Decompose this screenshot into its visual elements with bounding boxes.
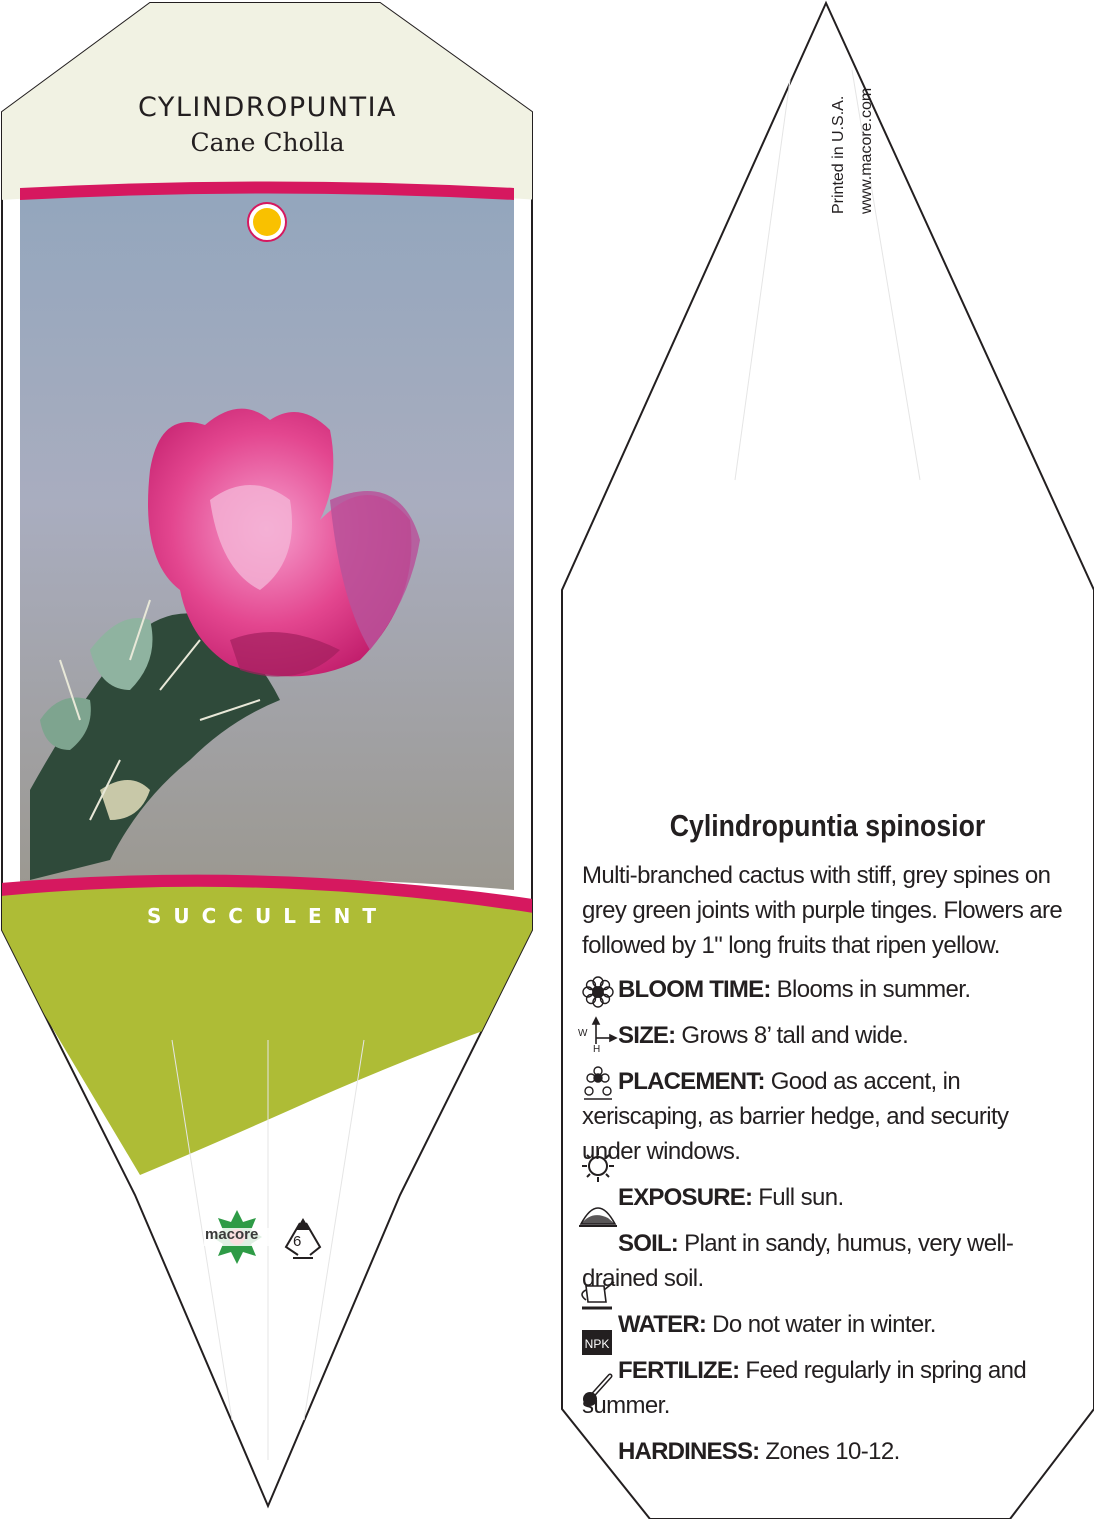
attr-value: Feed regularly in spring and summer.: [582, 1357, 1027, 1419]
attr-value: Do not water in winter.: [706, 1311, 936, 1338]
description: Multi-branched cactus with stiff, grey spines on grey green joints with purple tinges. Flowers are followed by 1" long fruits that ripen yellow.: [582, 862, 1063, 959]
attr-label: BLOOM TIME:: [618, 976, 771, 1003]
attr-exposure: [582, 1180, 1072, 1215]
attr-soil: [582, 1226, 1072, 1296]
plant-photo: [20, 190, 514, 890]
attr-placement: [582, 1064, 1072, 1169]
attr-label: WATER:: [618, 1311, 707, 1338]
attr-label: SOIL:: [618, 1230, 678, 1257]
attr-size: [582, 1018, 1072, 1053]
printer-info: [825, 14, 881, 214]
size-w-label: W: [578, 1028, 588, 1039]
attr-value: Plant in sandy, humus, very well-drained soil.: [582, 1230, 1014, 1292]
attr-value: Grows 8’ tall and wide.: [675, 1022, 909, 1049]
website-label: www.macore.com: [858, 87, 875, 214]
attr-label: SIZE:: [618, 1022, 676, 1049]
attr-label: PLACEMENT:: [618, 1068, 765, 1095]
printed-in-label: Printed in U.S.A.: [830, 95, 847, 214]
attr-value: Zones 10-12.: [759, 1438, 900, 1465]
npk-text: NPK: [584, 1337, 610, 1351]
attr-value: Blooms in summer.: [770, 976, 971, 1003]
attr-bloom-time: [582, 972, 1072, 1007]
attr-fertilize: [582, 1353, 1072, 1423]
attr-value: Full sun.: [752, 1184, 844, 1211]
care-info: [582, 858, 1072, 1480]
size-h-label: H: [593, 1044, 601, 1055]
attr-hardiness: [582, 1434, 1072, 1469]
common-name: Cane Cholla: [190, 128, 345, 157]
species-name: Cylindropuntia spinosior: [669, 808, 986, 843]
attr-label: EXPOSURE:: [618, 1184, 753, 1211]
botanical-name: CYLINDROPUNTIA: [137, 92, 398, 123]
recycle-code: 6: [293, 1233, 302, 1250]
attr-water: [582, 1307, 1072, 1342]
attr-label: HARDINESS:: [618, 1438, 760, 1465]
attr-label: FERTILIZE:: [618, 1357, 740, 1384]
category-label: SUCCULENT: [146, 904, 389, 928]
attr-value: Good as accent, in xeriscaping, as barrier hedge, and security under windows.: [582, 1068, 1009, 1165]
brand-wordmark: macore: [205, 1226, 259, 1243]
